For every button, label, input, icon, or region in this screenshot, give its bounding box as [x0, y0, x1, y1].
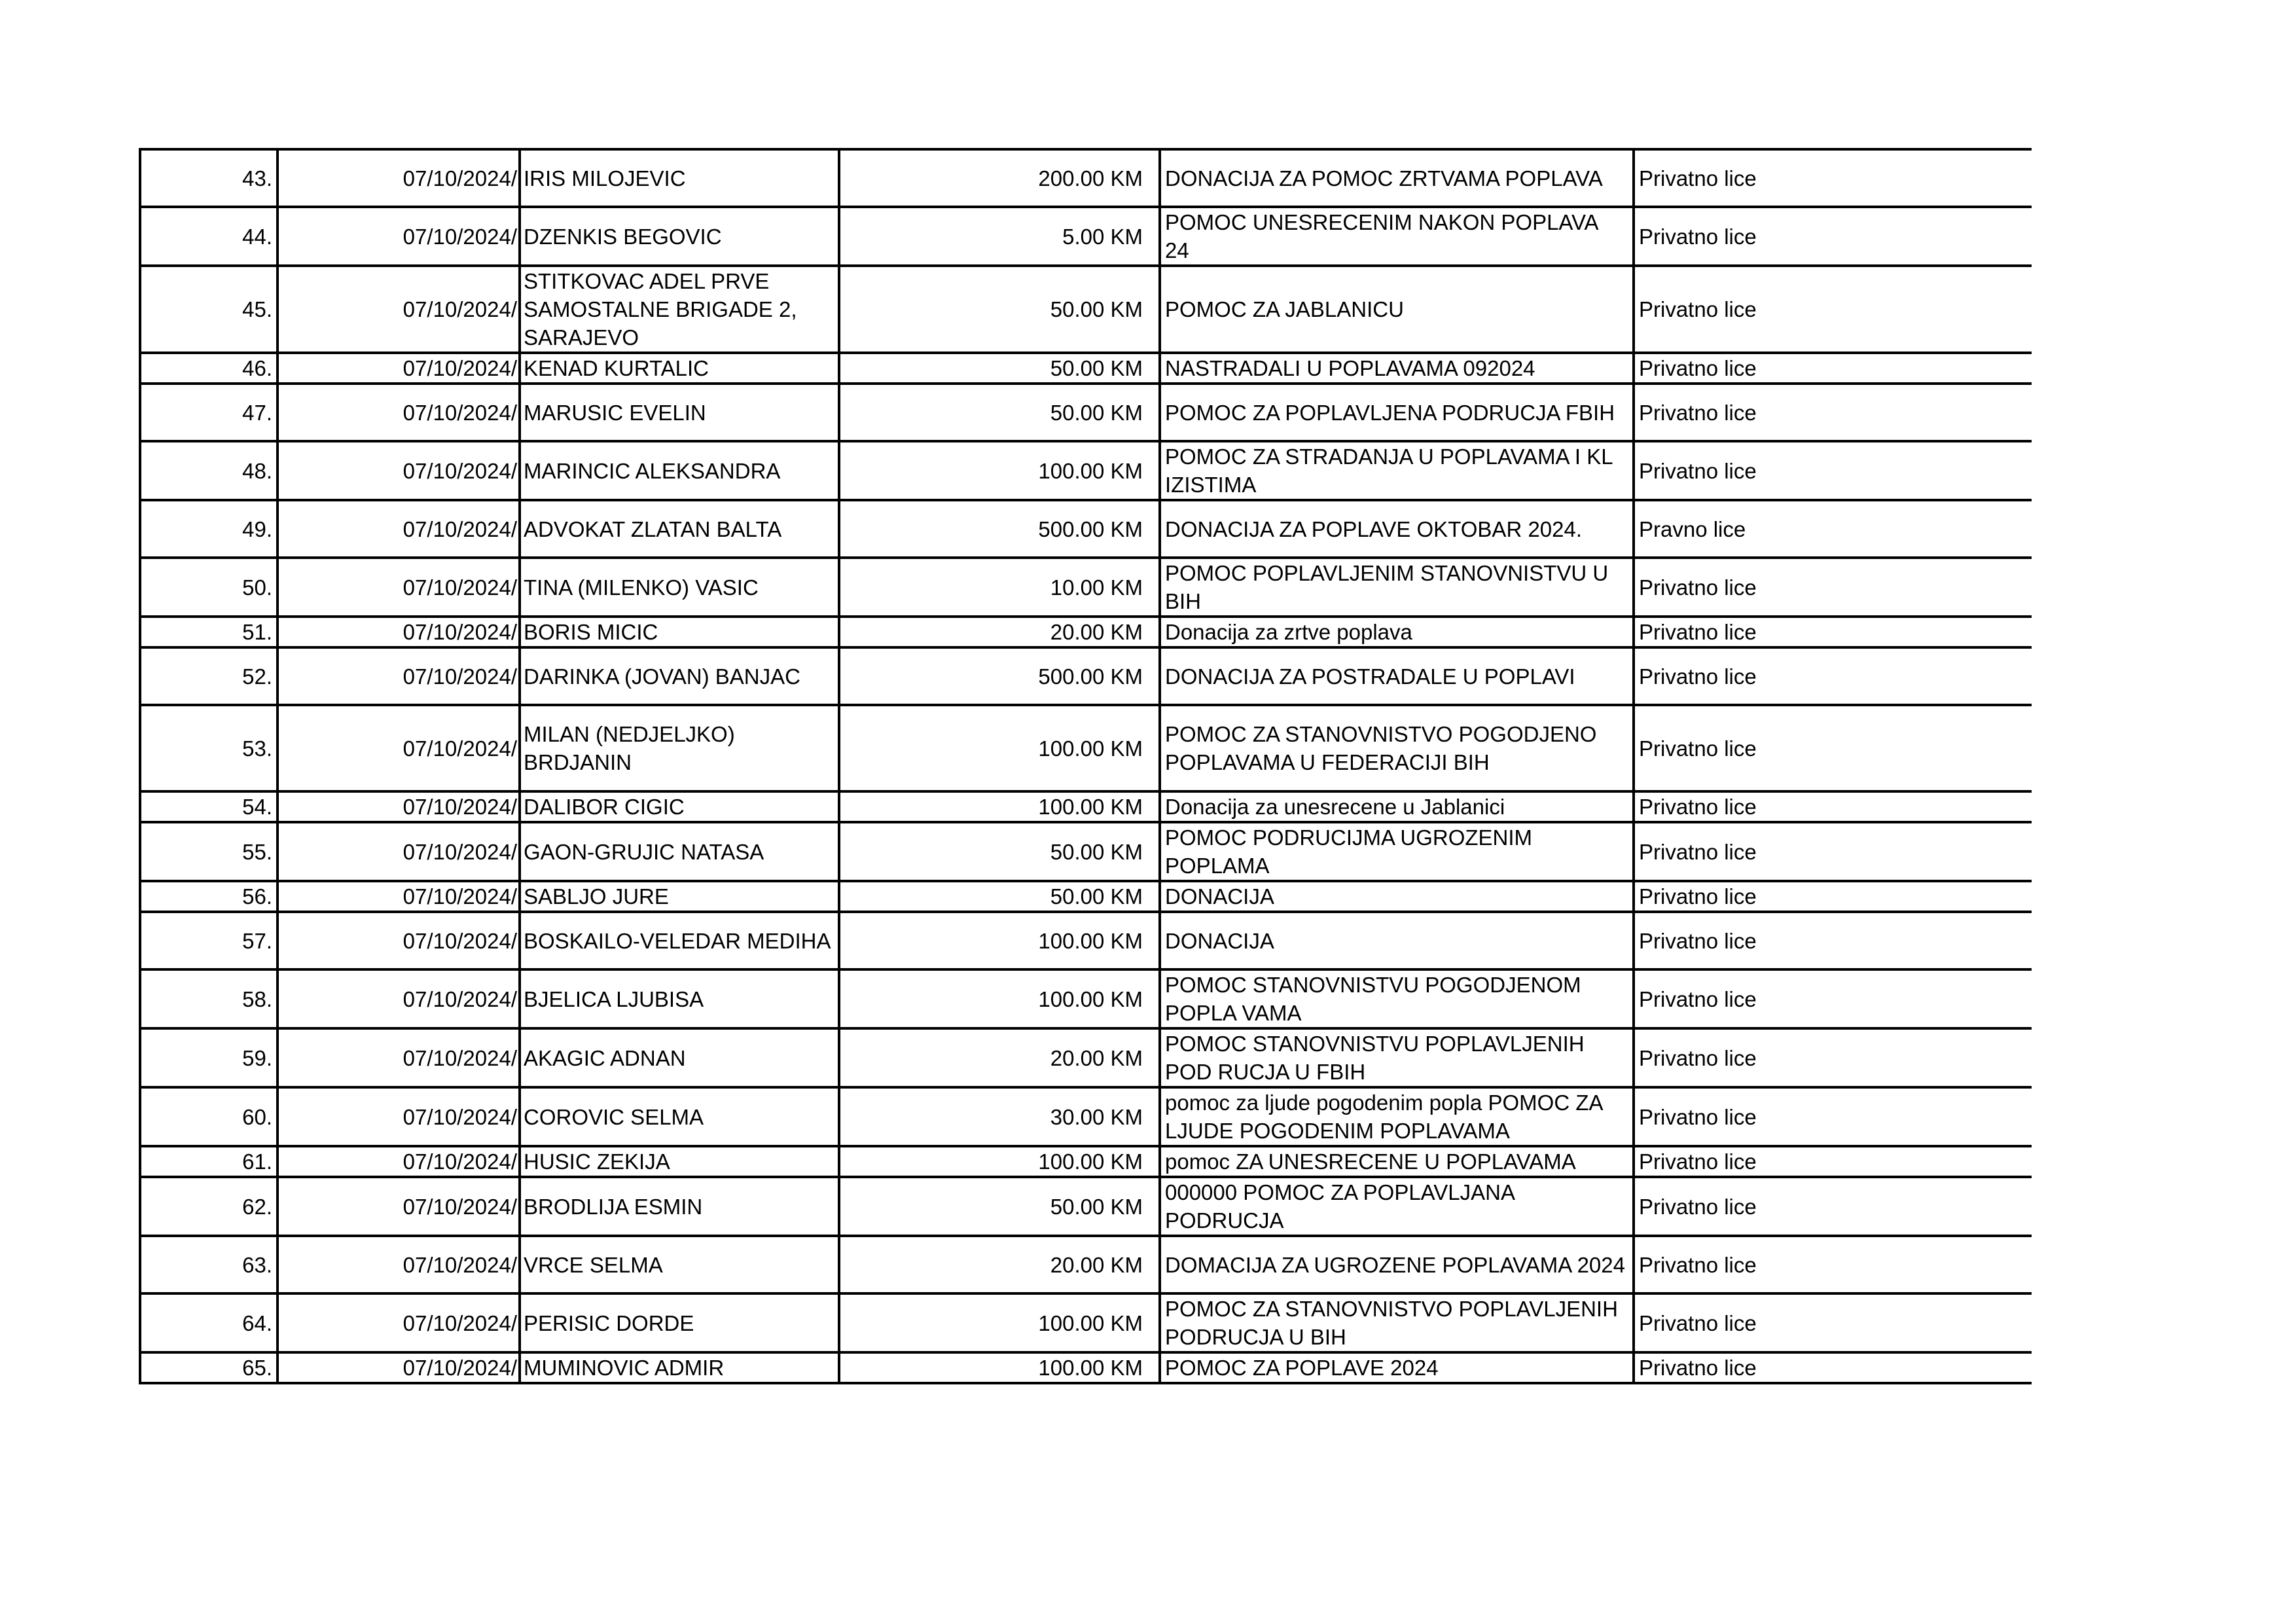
- donation-date: 07/10/2024/: [278, 791, 520, 822]
- donor-type: Privatno lice: [1634, 441, 2032, 500]
- donor-type: Privatno lice: [1634, 647, 2032, 705]
- table-row: [140, 353, 2032, 384]
- donation-date: 07/10/2024/: [278, 617, 520, 647]
- table-row: [140, 1236, 2032, 1293]
- table-row: [140, 1293, 2032, 1352]
- table-row: [140, 441, 2032, 500]
- donor-type: Privatno lice: [1634, 791, 2032, 822]
- donation-purpose: DONACIJA: [1160, 912, 1634, 969]
- donations-table: [139, 148, 2032, 1384]
- donation-date: 07/10/2024/: [278, 912, 520, 969]
- donation-purpose: POMOC ZA STANOVNISTVO POPLAVLJENIH PODRUCJA U BIH: [1160, 1293, 1634, 1352]
- donation-date: 07/10/2024/: [278, 149, 520, 207]
- table-row: [140, 1146, 2032, 1177]
- donor-type: Privatno lice: [1634, 558, 2032, 617]
- row-number: 52.: [140, 647, 278, 705]
- table-row: [140, 1177, 2032, 1236]
- donation-amount: 50.00 KM: [839, 881, 1160, 912]
- row-number: 65.: [140, 1352, 278, 1383]
- donor-type: Privatno lice: [1634, 1146, 2032, 1177]
- donor-type: Privatno lice: [1634, 1028, 2032, 1087]
- donation-purpose: Donacija za zrtve poplava: [1160, 617, 1634, 647]
- table-row: [140, 705, 2032, 791]
- donation-amount: 100.00 KM: [839, 791, 1160, 822]
- donations-table-body: [140, 149, 2032, 1383]
- row-number: 64.: [140, 1293, 278, 1352]
- donor-name: PERISIC DORDE: [520, 1293, 839, 1352]
- donation-amount: 100.00 KM: [839, 969, 1160, 1028]
- row-number: 46.: [140, 353, 278, 384]
- donation-amount: 500.00 KM: [839, 500, 1160, 558]
- donor-type: Privatno lice: [1634, 705, 2032, 791]
- donor-name: MILAN (NEDJELJKO) BRDJANIN: [520, 705, 839, 791]
- donation-date: 07/10/2024/: [278, 500, 520, 558]
- donation-purpose: NASTRADALI U POPLAVAMA 092024: [1160, 353, 1634, 384]
- donor-name: MARUSIC EVELIN: [520, 384, 839, 441]
- donor-name: BOSKAILO-VELEDAR MEDIHA: [520, 912, 839, 969]
- donation-date: 07/10/2024/: [278, 1087, 520, 1146]
- donation-date: 07/10/2024/: [278, 1146, 520, 1177]
- donation-date: 07/10/2024/: [278, 441, 520, 500]
- donation-purpose: POMOC ZA POPLAVLJENA PODRUCJA FBIH: [1160, 384, 1634, 441]
- donation-purpose: DOMACIJA ZA UGROZENE POPLAVAMA 2024: [1160, 1236, 1634, 1293]
- donation-purpose: DONACIJA: [1160, 881, 1634, 912]
- donation-purpose: POMOC ZA POPLAVE 2024: [1160, 1352, 1634, 1383]
- donor-name: MUMINOVIC ADMIR: [520, 1352, 839, 1383]
- donation-date: 07/10/2024/: [278, 705, 520, 791]
- table-row: [140, 1352, 2032, 1383]
- donation-purpose: POMOC UNESRECENIM NAKON POPLAVA 24: [1160, 207, 1634, 266]
- donation-purpose: pomoc za ljude pogodenim popla POMOC ZA LJUDE POGODENIM POPLAVAMA: [1160, 1087, 1634, 1146]
- donor-name: VRCE SELMA: [520, 1236, 839, 1293]
- row-number: 58.: [140, 969, 278, 1028]
- donation-date: 07/10/2024/: [278, 207, 520, 266]
- row-number: 62.: [140, 1177, 278, 1236]
- row-number: 48.: [140, 441, 278, 500]
- donation-purpose: 000000 POMOC ZA POPLAVLJANA PODRUCJA: [1160, 1177, 1634, 1236]
- donor-type: Privatno lice: [1634, 1087, 2032, 1146]
- donation-purpose: POMOC STANOVNISTVU POGODJENOM POPLA VAMA: [1160, 969, 1634, 1028]
- donation-date: 07/10/2024/: [278, 1352, 520, 1383]
- donor-type: Privatno lice: [1634, 384, 2032, 441]
- donation-purpose: Donacija za unesrecene u Jablanici: [1160, 791, 1634, 822]
- donation-date: 07/10/2024/: [278, 1028, 520, 1087]
- donation-purpose: pomoc ZA UNESRECENE U POPLAVAMA: [1160, 1146, 1634, 1177]
- donation-amount: 10.00 KM: [839, 558, 1160, 617]
- donation-date: 07/10/2024/: [278, 647, 520, 705]
- donations-sheet: [139, 148, 2030, 1384]
- row-number: 57.: [140, 912, 278, 969]
- row-number: 63.: [140, 1236, 278, 1293]
- donor-type: Privatno lice: [1634, 912, 2032, 969]
- table-row: [140, 617, 2032, 647]
- table-row: [140, 384, 2032, 441]
- row-number: 60.: [140, 1087, 278, 1146]
- donor-name: DALIBOR CIGIC: [520, 791, 839, 822]
- donation-purpose: POMOC ZA STANOVNISTVO POGODJENO POPLAVAMA U FEDERACIJI BIH: [1160, 705, 1634, 791]
- donation-purpose: POMOC STANOVNISTVU POPLAVLJENIH POD RUCJA U FBIH: [1160, 1028, 1634, 1087]
- table-row: [140, 791, 2032, 822]
- donor-type: Pravno lice: [1634, 500, 2032, 558]
- row-number: 45.: [140, 266, 278, 353]
- donor-type: Privatno lice: [1634, 1352, 2032, 1383]
- table-row: [140, 1028, 2032, 1087]
- donor-name: BJELICA LJUBISA: [520, 969, 839, 1028]
- donation-amount: 200.00 KM: [839, 149, 1160, 207]
- donor-name: COROVIC SELMA: [520, 1087, 839, 1146]
- donation-date: 07/10/2024/: [278, 266, 520, 353]
- table-row: [140, 207, 2032, 266]
- table-row: [140, 266, 2032, 353]
- donation-amount: 5.00 KM: [839, 207, 1160, 266]
- row-number: 51.: [140, 617, 278, 647]
- donation-date: 07/10/2024/: [278, 969, 520, 1028]
- table-row: [140, 881, 2032, 912]
- row-number: 43.: [140, 149, 278, 207]
- donor-name: KENAD KURTALIC: [520, 353, 839, 384]
- donor-type: Privatno lice: [1634, 822, 2032, 881]
- donation-amount: 50.00 KM: [839, 822, 1160, 881]
- donation-date: 07/10/2024/: [278, 384, 520, 441]
- donation-amount: 30.00 KM: [839, 1087, 1160, 1146]
- donor-type: Privatno lice: [1634, 617, 2032, 647]
- donation-purpose: POMOC ZA STRADANJA U POPLAVAMA I KL IZISTIMA: [1160, 441, 1634, 500]
- row-number: 55.: [140, 822, 278, 881]
- table-row: [140, 500, 2032, 558]
- donation-amount: 100.00 KM: [839, 912, 1160, 969]
- donor-name: TINA (MILENKO) VASIC: [520, 558, 839, 617]
- donation-purpose: POMOC ZA JABLANICU: [1160, 266, 1634, 353]
- donation-date: 07/10/2024/: [278, 353, 520, 384]
- row-number: 54.: [140, 791, 278, 822]
- donation-amount: 100.00 KM: [839, 1146, 1160, 1177]
- table-row: [140, 969, 2032, 1028]
- row-number: 61.: [140, 1146, 278, 1177]
- donation-amount: 20.00 KM: [839, 1028, 1160, 1087]
- donation-date: 07/10/2024/: [278, 558, 520, 617]
- donor-name: ADVOKAT ZLATAN BALTA: [520, 500, 839, 558]
- donation-purpose: DONACIJA ZA POSTRADALE U POPLAVI: [1160, 647, 1634, 705]
- donation-amount: 100.00 KM: [839, 1293, 1160, 1352]
- donation-purpose: POMOC POPLAVLJENIM STANOVNISTVU U BIH: [1160, 558, 1634, 617]
- donation-date: 07/10/2024/: [278, 1236, 520, 1293]
- donation-amount: 50.00 KM: [839, 266, 1160, 353]
- table-row: [140, 1087, 2032, 1146]
- donor-name: HUSIC ZEKIJA: [520, 1146, 839, 1177]
- donation-purpose: DONACIJA ZA POMOC ZRTVAMA POPLAVA: [1160, 149, 1634, 207]
- row-number: 50.: [140, 558, 278, 617]
- table-row: [140, 647, 2032, 705]
- donor-type: Privatno lice: [1634, 1236, 2032, 1293]
- row-number: 47.: [140, 384, 278, 441]
- donation-date: 07/10/2024/: [278, 1293, 520, 1352]
- donation-amount: 20.00 KM: [839, 1236, 1160, 1293]
- donation-date: 07/10/2024/: [278, 881, 520, 912]
- table-row: [140, 912, 2032, 969]
- donor-name: DARINKA (JOVAN) BANJAC: [520, 647, 839, 705]
- table-row: [140, 822, 2032, 881]
- donation-amount: 100.00 KM: [839, 441, 1160, 500]
- row-number: 53.: [140, 705, 278, 791]
- donation-purpose: DONACIJA ZA POPLAVE OKTOBAR 2024.: [1160, 500, 1634, 558]
- donor-name: GAON-GRUJIC NATASA: [520, 822, 839, 881]
- donation-amount: 50.00 KM: [839, 353, 1160, 384]
- donation-amount: 50.00 KM: [839, 1177, 1160, 1236]
- donor-type: Privatno lice: [1634, 353, 2032, 384]
- donor-type: Privatno lice: [1634, 266, 2032, 353]
- donation-date: 07/10/2024/: [278, 1177, 520, 1236]
- donor-type: Privatno lice: [1634, 149, 2032, 207]
- donation-amount: 20.00 KM: [839, 617, 1160, 647]
- donor-type: Privatno lice: [1634, 1293, 2032, 1352]
- row-number: 56.: [140, 881, 278, 912]
- donation-amount: 100.00 KM: [839, 1352, 1160, 1383]
- row-number: 44.: [140, 207, 278, 266]
- donor-name: AKAGIC ADNAN: [520, 1028, 839, 1087]
- donor-type: Privatno lice: [1634, 1177, 2032, 1236]
- table-row: [140, 558, 2032, 617]
- donation-amount: 50.00 KM: [839, 384, 1160, 441]
- table-row: [140, 149, 2032, 207]
- donor-name: MARINCIC ALEKSANDRA: [520, 441, 839, 500]
- row-number: 59.: [140, 1028, 278, 1087]
- donor-name: DZENKIS BEGOVIC: [520, 207, 839, 266]
- donation-amount: 500.00 KM: [839, 647, 1160, 705]
- donor-name: IRIS MILOJEVIC: [520, 149, 839, 207]
- donor-type: Privatno lice: [1634, 881, 2032, 912]
- donor-name: BORIS MICIC: [520, 617, 839, 647]
- donor-name: BRODLIJA ESMIN: [520, 1177, 839, 1236]
- donation-date: 07/10/2024/: [278, 822, 520, 881]
- donation-amount: 100.00 KM: [839, 705, 1160, 791]
- donor-type: Privatno lice: [1634, 207, 2032, 266]
- donor-type: Privatno lice: [1634, 969, 2032, 1028]
- row-number: 49.: [140, 500, 278, 558]
- donor-name: STITKOVAC ADEL PRVE SAMOSTALNE BRIGADE 2, SARAJEVO: [520, 266, 839, 353]
- donation-purpose: POMOC PODRUCIJMA UGROZENIM POPLAMA: [1160, 822, 1634, 881]
- donor-name: SABLJO JURE: [520, 881, 839, 912]
